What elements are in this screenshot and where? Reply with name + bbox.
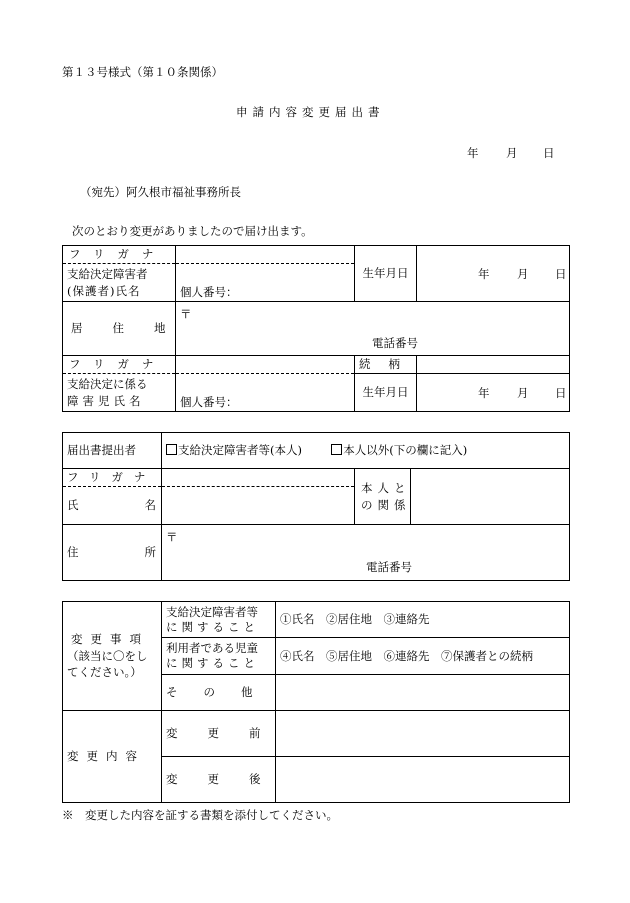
before-label: 変更前 [166,726,291,741]
birth-label: 生年月日 [362,266,409,281]
s2-phone-label: 電話番号 [366,559,412,574]
change-items-label: 変更事項 [71,631,149,646]
child-options: ④氏名 ⑤居住地 ⑥連絡先 ⑦保護者との続柄 [280,648,533,663]
furigana2-input[interactable] [176,356,355,374]
furigana-input[interactable] [176,246,355,264]
holder-label-1: 支給決定障害者 [67,266,148,281]
page-title: 申請内容変更届出書 [236,105,385,119]
applicant-table [62,245,570,412]
furigana2-label: フリガナ [69,357,167,372]
date-day: 日 [543,146,555,160]
child-matters-2: に関すること [166,656,259,670]
s2-address-label: 住所 [67,545,222,560]
relation-label: 続柄 [359,357,418,372]
relation-input[interactable] [417,356,570,374]
after-label: 変更後 [166,772,291,787]
date-year: 年 [467,146,479,160]
s2-address-label-cell [63,525,222,581]
other-input[interactable] [276,675,570,711]
birth-day: 日 [555,266,567,281]
option-self-label: 支給決定障害者等(本人) [178,443,302,458]
other-label-cell [162,675,279,711]
birth2-label: 生年月日 [362,385,409,400]
other-label: その他 [166,685,279,700]
holder-matters-1: 支給決定障害者等 [166,604,258,619]
s2-name-label: 氏名 [67,498,222,513]
holder-matters-cell [162,602,276,638]
s2-address-field[interactable] [162,525,570,581]
birth2-month: 月 [517,385,529,400]
child-options-cell[interactable] [276,638,570,675]
holder-options-cell[interactable] [276,602,570,638]
intro-text: 次のとおり変更がありましたので届け出ます。 [72,224,313,238]
holder-label-cell [63,264,176,302]
holder-name-input[interactable] [176,264,355,302]
address-label: 居住地 [71,321,196,336]
after-label-cell [162,757,291,803]
after-input[interactable] [276,757,570,803]
furigana-label-cell [63,246,176,264]
addressee: （宛先）阿久根市福祉事務所長 [80,185,241,199]
child-matters-cell [162,638,276,675]
before-label-cell [162,711,291,757]
s2-name-label-cell [63,487,222,525]
before-input[interactable] [276,711,570,757]
birth-month: 月 [517,266,529,281]
id-number-label: 個人番号： [180,284,238,299]
child-matters-1: 利用者である児童 [166,641,258,656]
birth-label-cell [355,246,417,302]
checkbox-self[interactable] [166,444,177,455]
child-label-cell [63,374,176,412]
submitter-label-cell [63,433,162,469]
s2-furigana-label-cell [63,469,162,487]
relation-label-cell [355,356,417,374]
s2-relation-1: 本人と [361,480,411,495]
change-content-label-cell [63,711,162,803]
holder-options: ①氏名 ②居住地 ③連絡先 [280,612,430,627]
change-table [62,601,570,803]
s2-furigana-label: フリガナ [67,470,157,485]
submitter-table [62,432,570,581]
checkbox-other[interactable] [331,444,342,455]
phone-label: 電話番号 [372,335,418,350]
change-items-label-cell [63,602,162,711]
s2-relation-2: の関係 [361,497,411,512]
date-month: 月 [506,146,518,160]
birth2-day: 日 [555,385,567,400]
s2-relation-input[interactable] [411,469,570,525]
submitter-label: 届出書提出者 [67,443,136,458]
form-number: 第１３号様式（第１０条関係） [62,65,223,79]
submitter-options [162,433,570,469]
child-label-2: 障害児氏名 [67,393,145,408]
birth2-year: 年 [478,385,490,400]
footer-note: ※ 変更した内容を証する書類を添付してください。 [62,808,338,822]
birth2-date-field[interactable] [417,374,570,412]
child-name-input[interactable] [176,374,355,412]
id-number-label2: 個人番号： [180,394,238,409]
option-other-label: 本人以外(下の欄に記入) [343,443,468,458]
option-self[interactable] [166,443,302,457]
change-content-label: 変更内容 [67,749,145,764]
address-field[interactable] [176,302,570,356]
s2-postal-mark: 〒 [166,529,178,544]
holder-label-2: (保護者)氏名 [67,283,141,298]
furigana2-label-cell [63,356,176,374]
birth2-label-cell [355,374,417,412]
s2-furigana-input[interactable] [162,469,355,487]
option-other[interactable] [331,443,467,457]
change-items-note-1: （該当に〇をし [67,648,148,663]
birth-year: 年 [478,266,490,281]
s2-relation-label-cell [355,469,411,525]
postal-mark: 〒 [180,306,192,321]
holder-matters-2: に関すること [166,619,259,634]
furigana-label: フリガナ [69,247,167,262]
change-items-note-2: てください。） [67,665,142,680]
birth-date-field[interactable] [417,246,570,302]
address-label-cell [63,302,196,356]
child-label-1: 支給決定に係る [67,376,148,391]
